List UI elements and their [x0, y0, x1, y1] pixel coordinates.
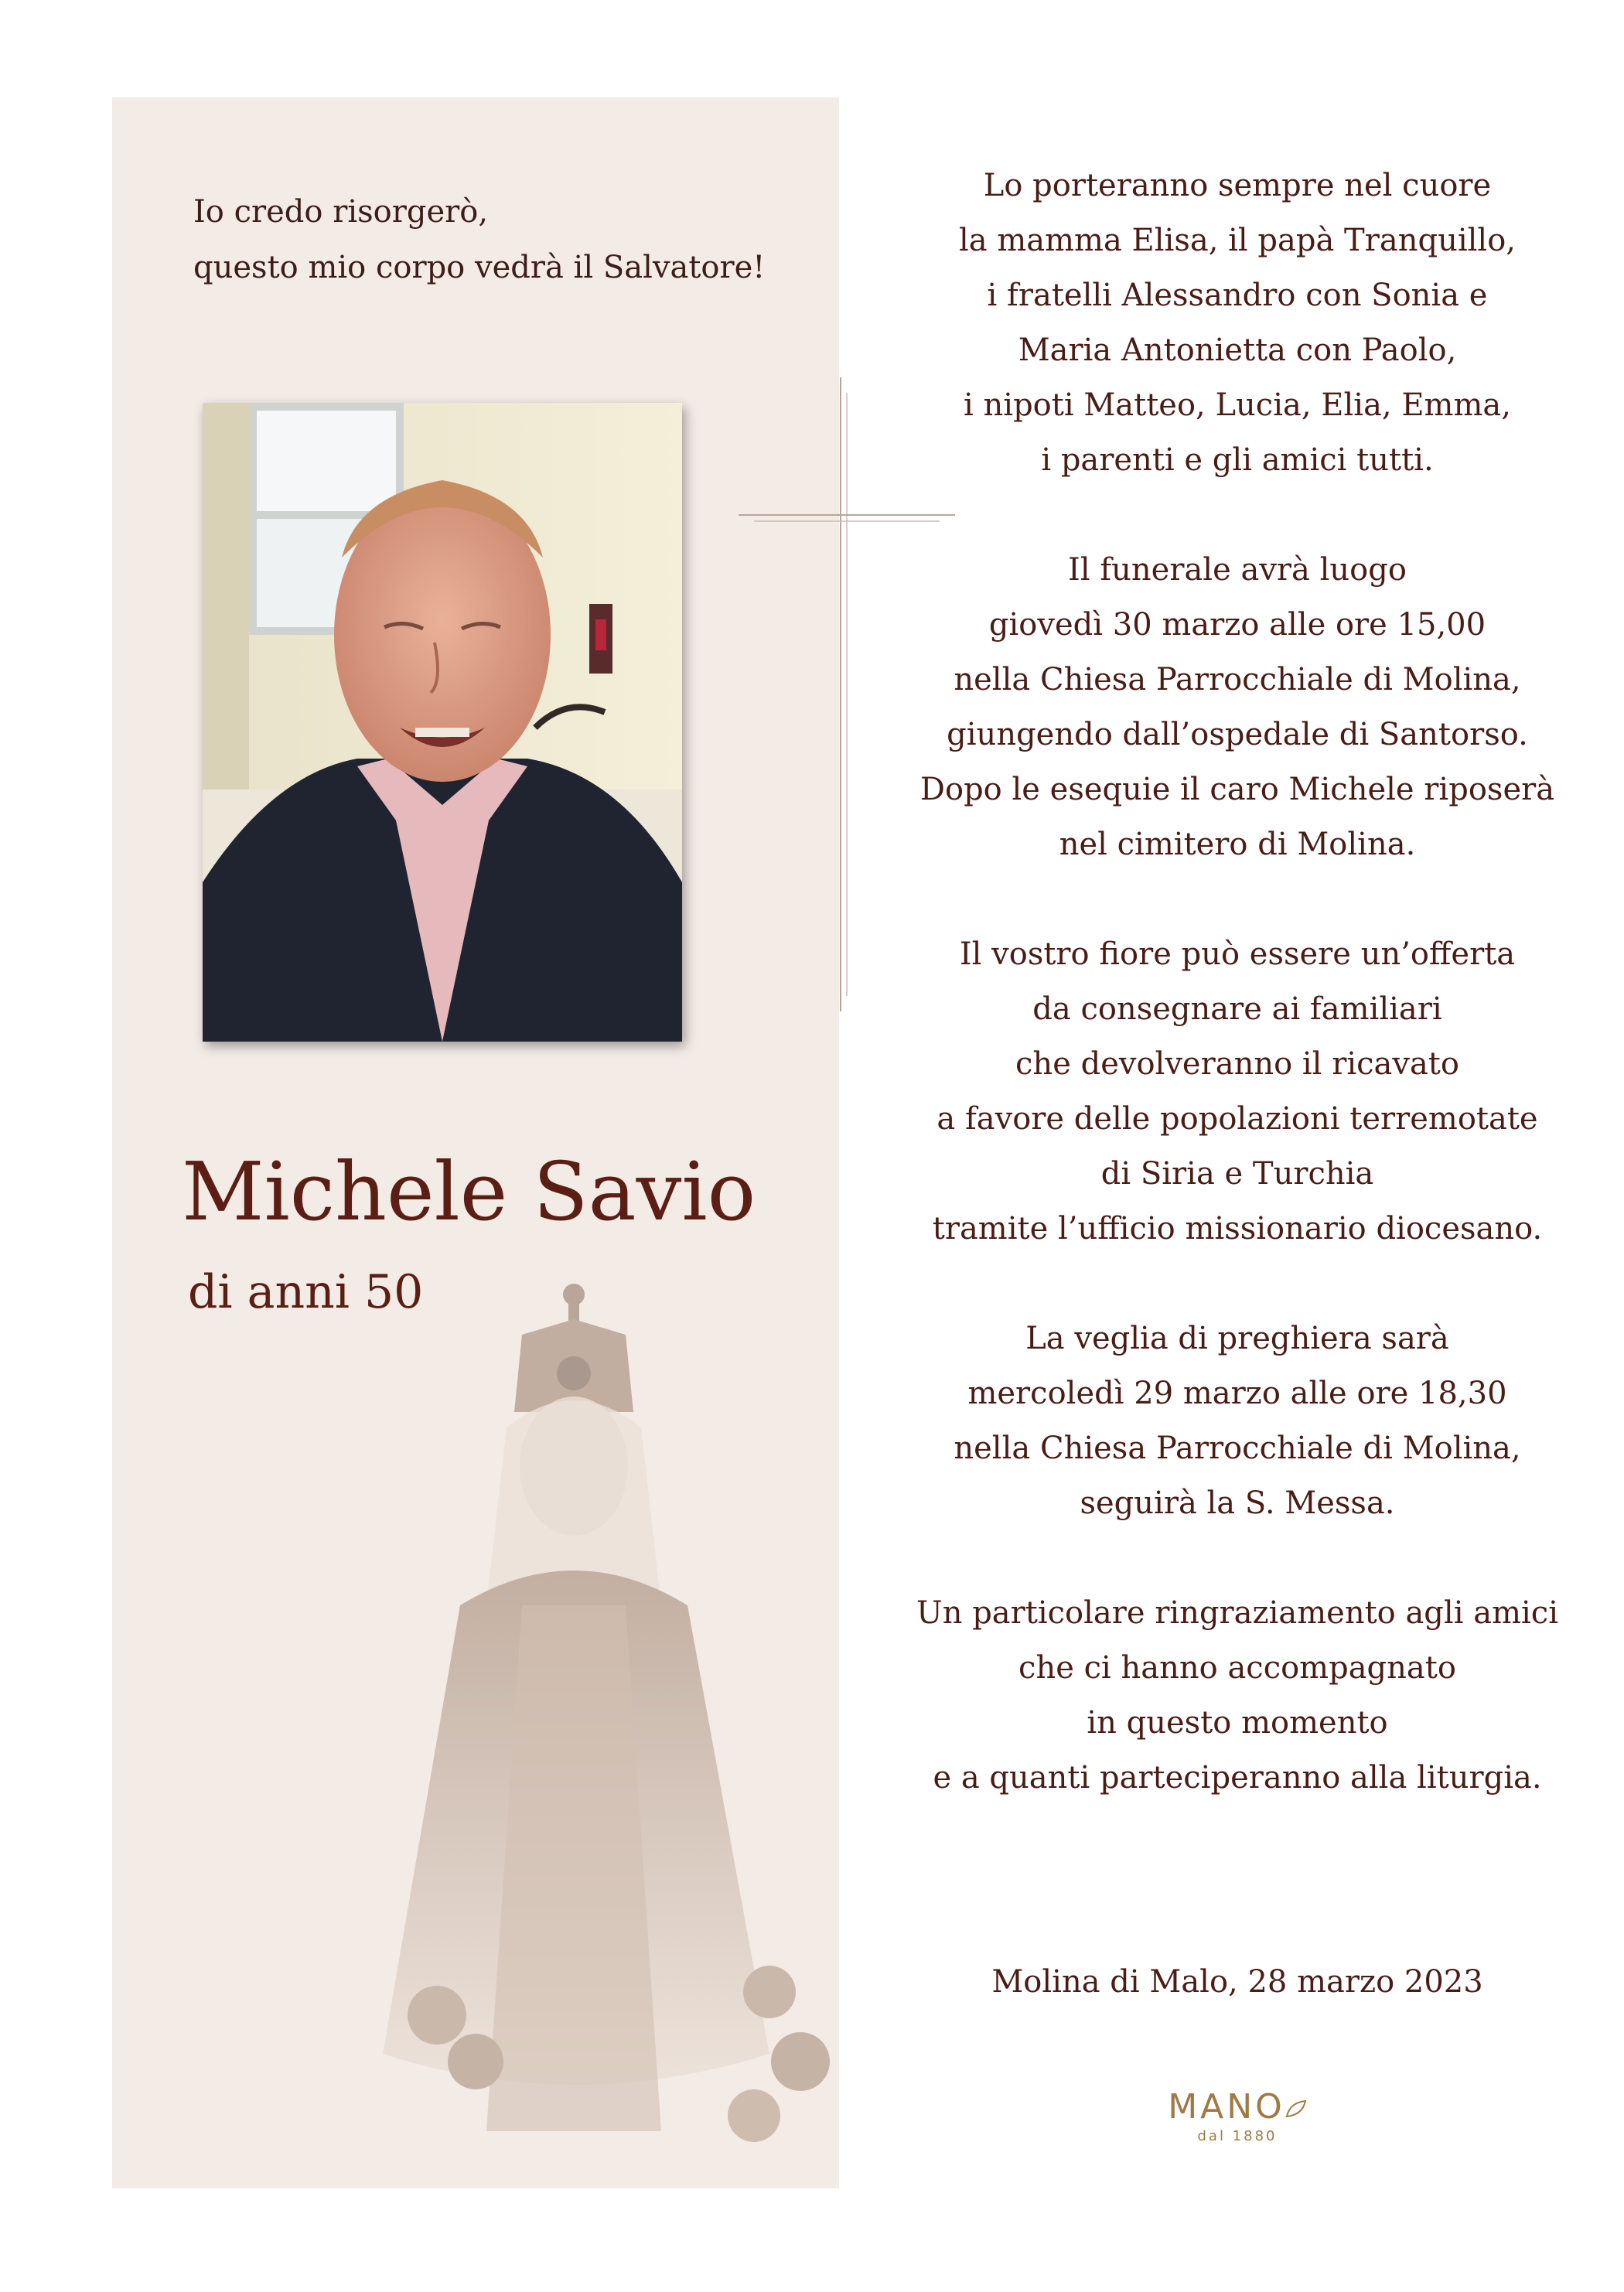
deceased-age: di anni 50 [188, 1265, 424, 1319]
text-line: nella Chiesa Parrocchiale di Molina, [954, 1431, 1521, 1466]
text-line: che devolveranno il ricavato [1015, 1046, 1459, 1082]
text-line: da consegnare ai familiari [1032, 991, 1442, 1027]
text-line: Dopo le esequie il caro Michele riposerà [919, 772, 1555, 807]
text-line: la mamma Elisa, il papà Tranquillo, [958, 223, 1517, 258]
portrait-photo [203, 403, 682, 1042]
left-panel [112, 97, 839, 2188]
funeral-paragraph [897, 543, 1578, 872]
text-line: Il funerale avrà luogo [1068, 552, 1407, 588]
verse-line-2: questo mio corpo vedrà il Salvatore! [193, 250, 766, 285]
text-line: e a quanti parteciperanno alla liturgia. [933, 1760, 1542, 1796]
text-line: nel cimitero di Molina. [1059, 827, 1416, 862]
brand-since: dal 1880 [1197, 2128, 1278, 2144]
vigil-paragraph [897, 1311, 1578, 1531]
text-line: giungendo dall’ospedale di Santorso. [947, 717, 1528, 752]
text-line: tramite l’ufficio missionario diocesano. [932, 1211, 1543, 1247]
text-line: di Siria e Turchia [1100, 1156, 1374, 1192]
place-date: Molina di Malo, 28 marzo 2023 [991, 1964, 1483, 2000]
portrait-illustration [203, 403, 682, 1042]
madonna-statue-image [367, 1281, 839, 2188]
thanks-paragraph [897, 1586, 1578, 1806]
verse [193, 184, 765, 295]
leaf-icon [1285, 2098, 1307, 2120]
text-line: Maria Antonietta con Paolo, [1018, 333, 1457, 368]
family-paragraph [897, 159, 1578, 488]
text-line: nella Chiesa Parrocchiale di Molina, [954, 662, 1521, 697]
offering-paragraph [897, 927, 1578, 1257]
text-line: Il vostro fiore può essere un’offerta [959, 936, 1516, 972]
text-line: i nipoti Matteo, Lucia, Elia, Emma, [964, 387, 1511, 423]
deceased-name: Michele Savio [182, 1144, 756, 1239]
text-line: che ci hanno accompagnato [1018, 1650, 1456, 1686]
text-line: in questo momento [1087, 1705, 1388, 1741]
text-line: a favore delle popolazioni terremotate [937, 1101, 1538, 1137]
text-line: Lo porteranno sempre nel cuore [983, 168, 1492, 203]
text-line: seguirà la S. Messa. [1080, 1485, 1395, 1521]
text-line: giovedì 30 marzo alle ore 15,00 [988, 607, 1486, 643]
text-line: i fratelli Alessandro con Sonia e [987, 278, 1488, 313]
announcement-text [897, 159, 1578, 1861]
brand-name: MANO [1168, 2087, 1285, 2127]
text-line: mercoledì 29 marzo alle ore 18,30 [967, 1376, 1507, 1411]
brand-logo [1145, 2088, 1330, 2147]
verse-line-1: Io credo risorgerò, [193, 194, 489, 230]
text-line: i parenti e gli amici tutti. [1041, 442, 1434, 478]
text-line: Un particolare ringraziamento agli amici [916, 1595, 1558, 1631]
text-line: La veglia di preghiera sarà [1025, 1321, 1449, 1356]
